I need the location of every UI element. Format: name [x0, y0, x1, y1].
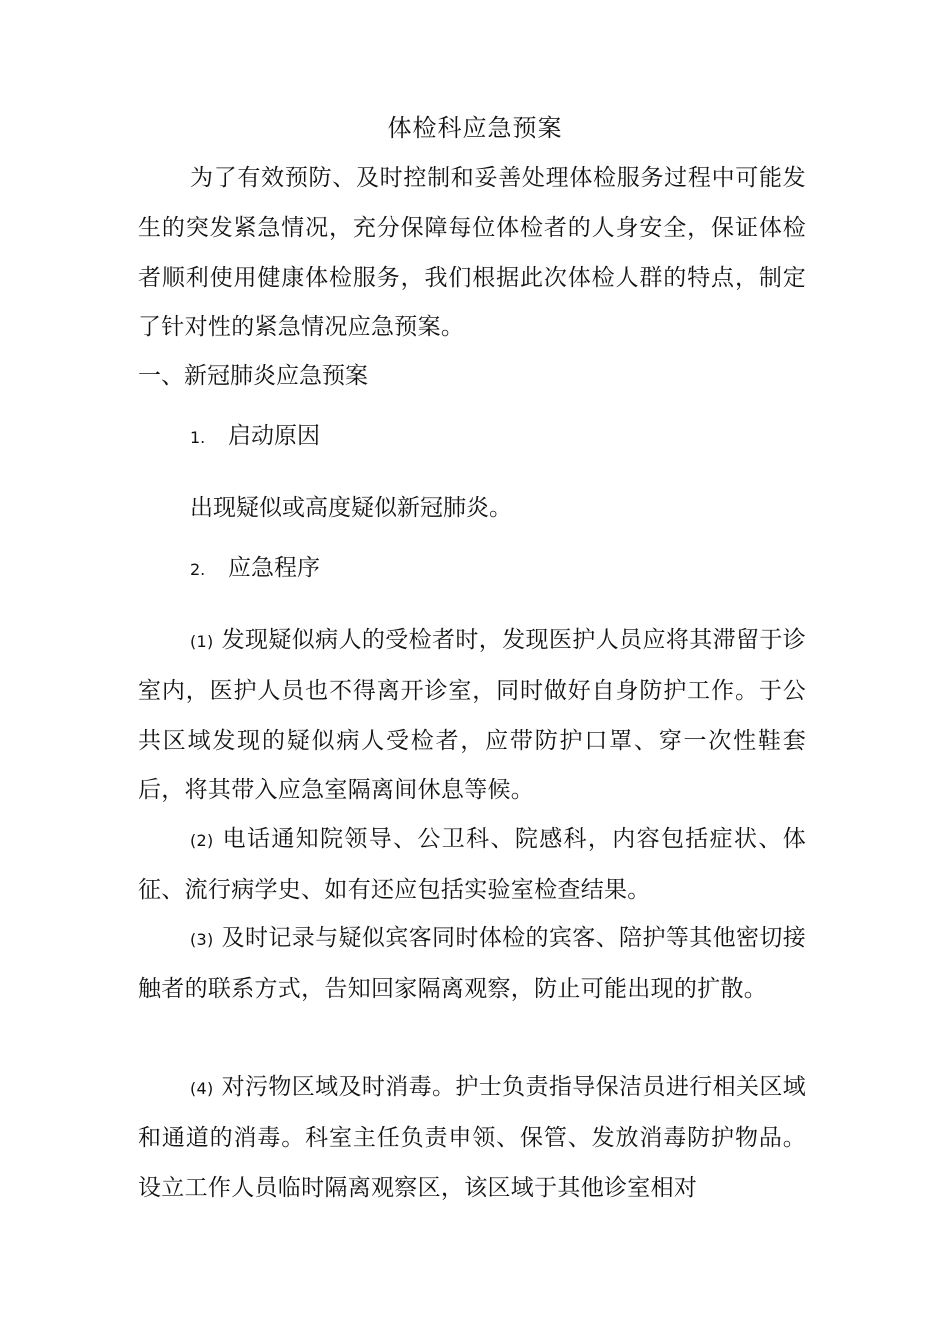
step-2-text: 电话通知院领导、公卫科、院感科，内容包括症状、体征、流行病学史、如有还应包括实验室检查结果。 [138, 826, 806, 903]
subsection-1-label: 启动原因 [228, 423, 320, 449]
step-4-paragraph [138, 1063, 806, 1213]
subsection-1-text: 出现疑似或高度疑似新冠肺炎。 [190, 495, 512, 521]
step-1-marker: (1) [190, 632, 214, 651]
page-title: 体检科应急预案 [387, 114, 563, 142]
step-3-paragraph [138, 914, 806, 1015]
intro-paragraph: 为了有效预防、及时控制和妥善处理体检服务过程中可能发生的突发紧急情况，充分保障每位体检者的人身安全，保证体检者顺利使用健康体检服务，我们根据此次体检人群的特点，制定了针对性的紧急情况应急预案。 [138, 165, 806, 341]
subsection-1-heading [190, 416, 320, 458]
step-2-paragraph [138, 815, 806, 916]
step-4-marker: (4) [190, 1079, 214, 1098]
step-4-text: 对污物区域及时消毒。护士负责指导保洁员进行相关区域和通道的消毒。科室主任负责申领、保管、发放消毒防护物品。设立工作人员临时隔离观察区，该区域于其他诊室相对 [138, 1074, 806, 1201]
section-heading: 一、新冠肺炎应急预案 [138, 363, 368, 389]
step-2-marker: (2) [190, 831, 214, 850]
subsection-2-heading [190, 548, 320, 590]
subsection-2-label: 应急程序 [228, 555, 320, 581]
step-3-marker: (3) [190, 930, 214, 949]
step-1-paragraph [138, 616, 806, 816]
subsection-2-number: 2. [190, 560, 206, 579]
subsection-1-number: 1. [190, 428, 206, 447]
step-1-text: 发现疑似病人的受检者时，发现医护人员应将其滞留于诊室内，医护人员也不得离开诊室，同时做好自身防护工作。于公共区域发现的疑似病人受检者，应带防护口罩、穿一次性鞋套后，将其带入应急室隔离间休息等候。 [138, 627, 806, 804]
step-3-text: 及时记录与疑似宾客同时体检的宾客、陪护等其他密切接触者的联系方式，告知回家隔离观察，防止可能出现的扩散。 [138, 925, 806, 1002]
